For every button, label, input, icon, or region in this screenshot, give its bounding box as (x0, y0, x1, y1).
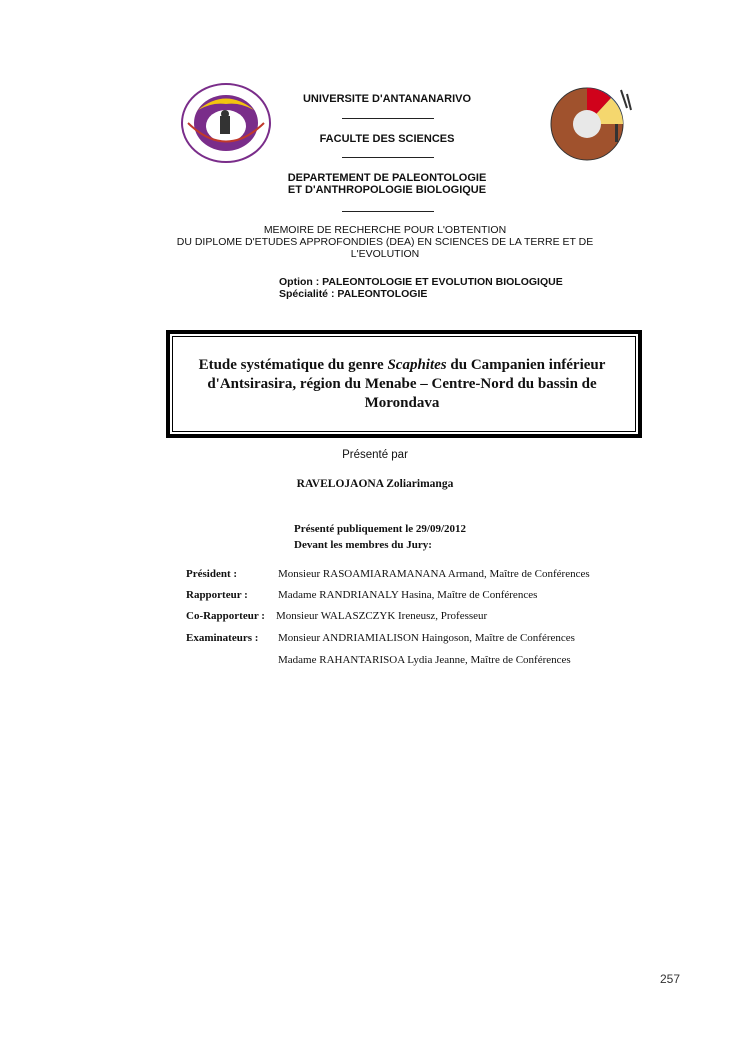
option-block (279, 276, 563, 300)
jury-role: Examinateurs : (186, 632, 259, 644)
divider (342, 157, 434, 158)
paleontology-department-icon (545, 80, 637, 162)
option-text: Option : PALEONTOLOGIE ET EVOLUTION BIOLOGIQUE (279, 276, 563, 288)
jury-role: Président : (186, 568, 238, 580)
jury-intro: Devant les membres du Jury: (294, 539, 432, 551)
memoire-line-2: DU DIPLOME D'ETUDES APPROFONDIES (DEA) EN SCIENCES DE LA TERRE ET DE (176, 236, 594, 248)
title-line-3: Morondava (364, 395, 440, 411)
memoire-line-3: L'EVOLUTION (350, 248, 420, 260)
university-seal-icon (180, 82, 272, 164)
jury-member: Monsieur WALASZCZYK Ireneusz, Professeur (276, 610, 488, 622)
presented-by: Présenté par (342, 449, 408, 461)
divider (342, 211, 434, 212)
department-line-2: ET D'ANTHROPOLOGIE BIOLOGIQUE (287, 184, 487, 196)
title-genus: Scaphites (387, 357, 447, 373)
university-name: UNIVERSITE D'ANTANANARIVO (302, 93, 472, 105)
department-name (262, 172, 512, 196)
title-line-2: d'Antsirasira, région du Menabe – Centre-Nord du bassin de (207, 376, 597, 392)
defense-date: Présenté publiquement le 29/09/2012 (294, 523, 467, 535)
jury-member: Monsieur ANDRIAMIALISON Haingoson, Maître de Conférences (278, 632, 575, 644)
jury-member: Madame RAHANTARISOA Lydia Jeanne, Maître de Conférences (278, 654, 571, 666)
jury-member: Madame RANDRIANALY Hasina, Maître de Conférences (278, 589, 538, 601)
faculty-name: FACULTE DES SCIENCES (319, 133, 455, 145)
memoire-description (170, 224, 600, 260)
jury-role: Rapporteur : (186, 589, 248, 601)
memoire-line-1: MEMOIRE DE RECHERCHE POUR L'OBTENTION (263, 224, 507, 236)
jury-member: Monsieur RASOAMIARAMANANA Armand, Maître de Conférences (278, 568, 590, 580)
divider (342, 118, 434, 119)
speciality-text: Spécialité : PALEONTOLOGIE (279, 288, 428, 300)
department-line-1: DEPARTEMENT DE PALEONTOLOGIE (287, 172, 487, 184)
thesis-title (170, 356, 634, 413)
page-number: 257 (660, 972, 681, 986)
defense-info (294, 521, 466, 553)
author-name: RAVELOJAONA Zoliarimanga (296, 478, 454, 490)
title-part-1: Etude systématique du genre (198, 357, 388, 373)
jury-role: Co-Rapporteur : (186, 610, 265, 622)
title-part-2: du Campanien inférieur (446, 357, 606, 373)
